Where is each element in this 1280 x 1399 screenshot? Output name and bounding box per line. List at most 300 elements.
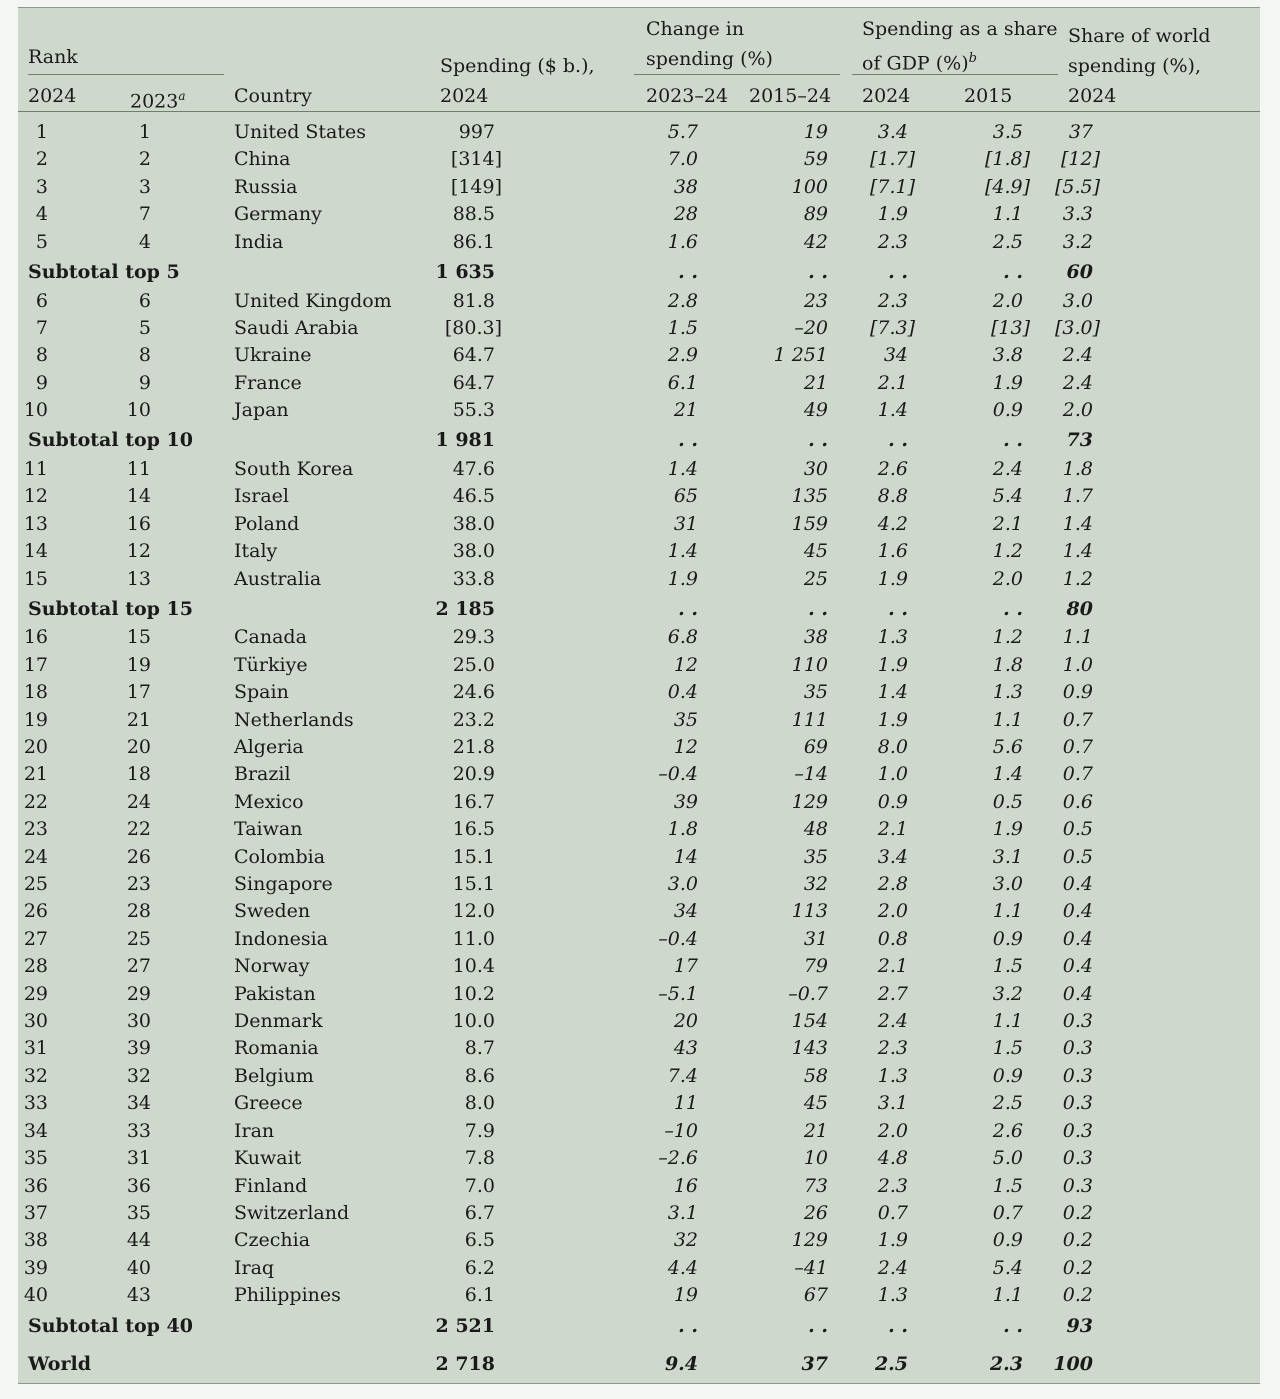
- change-2023-24-cell: . .: [678, 598, 698, 620]
- rank-2023-cell: 43: [126, 1284, 151, 1306]
- world-share-cell: 1.4: [1062, 513, 1093, 535]
- world-share-cell: 73: [1066, 429, 1093, 451]
- header-change-2023-24: 2023–24: [646, 85, 729, 107]
- gdp-share-2015-cell: 2.0: [992, 290, 1023, 312]
- rank-2024-cell: 25: [23, 873, 48, 895]
- header-rank-group: Rank: [28, 46, 78, 68]
- gdp-share-2024-cell: 1.0: [877, 763, 908, 785]
- rank-2024-cell: 29: [23, 983, 48, 1005]
- rank-2024-cell: 34: [23, 1120, 48, 1142]
- rank-2024-cell: 24: [23, 846, 48, 868]
- gdp-share-2015-cell: 0.9: [992, 928, 1023, 950]
- rank-2024-cell: 33: [23, 1092, 48, 1114]
- change-2015-24-cell: 135: [791, 485, 828, 507]
- spending-cell: 64.7: [452, 372, 495, 394]
- world-share-cell: 0.4: [1062, 928, 1093, 950]
- gdp-share-2015-cell: 1.1: [992, 1010, 1023, 1032]
- change-2015-24-cell: 48: [803, 818, 828, 840]
- rank-2023-cell: 40: [126, 1257, 151, 1279]
- gdp-share-2024-cell: 0.8: [877, 928, 908, 950]
- change-2015-24-cell: 69: [803, 736, 828, 758]
- rank-2023-cell: 4: [138, 231, 151, 253]
- rank-2024-cell: 2: [35, 148, 48, 170]
- country-cell: Australia: [234, 568, 322, 590]
- change-2015-24-cell: 35: [803, 681, 828, 703]
- gdp-share-2024-cell: 2.7: [877, 983, 908, 1005]
- change-2015-24-cell: 25: [803, 568, 828, 590]
- spending-cell: 46.5: [452, 485, 495, 507]
- row-label: Subtotal top 15: [28, 598, 193, 620]
- country-cell: Canada: [234, 626, 307, 648]
- world-share-cell: 0.6: [1062, 791, 1093, 813]
- spending-cell: 6.7: [464, 1202, 495, 1224]
- change-2015-24-cell: 1 251: [773, 344, 828, 366]
- change-2015-24-cell: 79: [803, 955, 828, 977]
- gdp-share-2015-cell: 3.1: [992, 846, 1023, 868]
- rank-2024-cell: 37: [23, 1202, 48, 1224]
- change-2015-24-cell: –41: [794, 1257, 828, 1279]
- world-share-cell: 1.8: [1062, 458, 1093, 480]
- country-cell: Finland: [234, 1175, 308, 1197]
- spending-cell: 16.5: [452, 818, 495, 840]
- gdp-share-2024-cell: 2.6: [877, 458, 908, 480]
- rank-2024-cell: 36: [23, 1175, 48, 1197]
- world-share-cell: 1.2: [1062, 568, 1093, 590]
- rank-2024-cell: 9: [35, 372, 48, 394]
- rank-2023-cell: 33: [126, 1120, 151, 1142]
- header-change-2015-24: 2015–24: [749, 85, 832, 107]
- rank-2023-cell: 14: [126, 485, 151, 507]
- rank-2023-cell: 15: [126, 626, 151, 648]
- rank-2024-cell: 39: [23, 1257, 48, 1279]
- country-cell: Philippines: [234, 1284, 341, 1306]
- rank-2024-cell: 26: [23, 900, 48, 922]
- spending-cell: 15.1: [452, 873, 495, 895]
- gdp-share-2024-cell: 2.1: [877, 818, 908, 840]
- spending-cell: 10.4: [452, 955, 495, 977]
- country-cell: Russia: [234, 176, 298, 198]
- country-cell: Czechia: [234, 1229, 311, 1251]
- rank-2023-cell: 26: [126, 846, 151, 868]
- rank-2023-cell: 30: [126, 1010, 151, 1032]
- gdp-share-2024-cell: . .: [888, 598, 908, 620]
- change-2015-24-cell: 113: [791, 900, 828, 922]
- spending-cell: 10.2: [452, 983, 495, 1005]
- change-2023-24-cell: 16: [673, 1175, 698, 1197]
- change-2015-24-cell: 67: [803, 1284, 828, 1306]
- world-share-cell: 0.9: [1062, 681, 1093, 703]
- world-share-cell: 0.4: [1062, 873, 1093, 895]
- change-2023-24-cell: 6.1: [667, 372, 698, 394]
- change-2015-24-cell: 49: [803, 399, 828, 421]
- spending-cell: 20.9: [452, 763, 495, 785]
- rank-2024-cell: 20: [23, 736, 48, 758]
- rank-2024-cell: 18: [23, 681, 48, 703]
- header-change-line1: Change in: [646, 18, 745, 40]
- change-2023-24-cell: 0.4: [667, 681, 698, 703]
- change-2015-24-cell: 10: [803, 1147, 828, 1169]
- rank-2023-cell: 19: [126, 654, 151, 676]
- gdp-share-2015-cell: 1.9: [992, 372, 1023, 394]
- spending-cell: 2 521: [435, 1315, 495, 1337]
- spending-cell: 38.0: [452, 540, 495, 562]
- world-share-cell: 3.3: [1062, 203, 1093, 225]
- country-cell: Algeria: [234, 736, 304, 758]
- world-share-cell: 1.0: [1062, 654, 1093, 676]
- gdp-share-2024-cell: 4.2: [877, 513, 908, 535]
- rank-2024-cell: 27: [23, 928, 48, 950]
- change-2015-24-cell: 143: [791, 1037, 828, 1059]
- row-label: Subtotal top 5: [28, 261, 180, 283]
- rank-2023-cell: 8: [138, 344, 151, 366]
- header-rank-2023: 2023$^a$: [130, 89, 186, 113]
- gdp-share-2015-cell: 1.3: [992, 681, 1023, 703]
- rank-2024-cell: 22: [23, 791, 48, 813]
- rank-2024-cell: 38: [23, 1229, 48, 1251]
- gdp-share-2024-cell: 34: [883, 344, 908, 366]
- change-2023-24-cell: . .: [678, 1315, 698, 1337]
- change-2023-24-cell: 1.8: [667, 818, 698, 840]
- rank-2023-cell: 7: [138, 203, 151, 225]
- change-2023-24-cell: 38: [673, 176, 698, 198]
- rank-2024-cell: 40: [23, 1284, 48, 1306]
- rank-2024-cell: 19: [23, 709, 48, 731]
- change-2023-24-cell: . .: [678, 261, 698, 283]
- gdp-share-2015-cell: 1.5: [992, 955, 1023, 977]
- rank-2023-cell: 10: [126, 399, 151, 421]
- change-2023-24-cell: –2.6: [658, 1147, 698, 1169]
- change-2023-24-cell: 1.9: [667, 568, 698, 590]
- change-2023-24-cell: 7.4: [667, 1065, 698, 1087]
- country-cell: Sweden: [234, 900, 311, 922]
- rank-2023-cell: 17: [126, 681, 151, 703]
- header-gdp-line1: Spending as a share: [862, 18, 1058, 40]
- gdp-share-2024-cell: 1.4: [877, 681, 908, 703]
- world-share-cell: 0.3: [1062, 1092, 1093, 1114]
- rank-2023-cell: 3: [138, 176, 151, 198]
- gdp-share-2015-cell: [4.9]: [984, 176, 1030, 198]
- spending-cell: 55.3: [452, 399, 495, 421]
- world-share-cell: [12]: [1060, 148, 1100, 170]
- rank-2023-cell: 6: [138, 290, 151, 312]
- gdp-share-2015-cell: 1.1: [992, 203, 1023, 225]
- world-share-cell: 0.2: [1062, 1202, 1093, 1224]
- rank-2023-cell: 32: [126, 1065, 151, 1087]
- rank-2023-cell: 35: [126, 1202, 151, 1224]
- change-2023-24-cell: 1.4: [667, 458, 698, 480]
- world-share-cell: 0.7: [1062, 709, 1093, 731]
- rank-2023-cell: 28: [126, 900, 151, 922]
- gdp-share-2024-cell: 8.0: [877, 736, 908, 758]
- gdp-share-2015-cell: 3.8: [992, 344, 1023, 366]
- rank-2024-cell: 1: [35, 121, 48, 143]
- gdp-share-2015-cell: 1.5: [992, 1037, 1023, 1059]
- row-label: World: [28, 1353, 91, 1375]
- world-share-cell: 2.0: [1062, 399, 1093, 421]
- world-share-cell: 0.5: [1062, 846, 1093, 868]
- gdp-share-2015-cell: [13]: [990, 317, 1030, 339]
- gdp-share-2024-cell: 1.3: [877, 1065, 908, 1087]
- gdp-share-2024-cell: 4.8: [877, 1147, 908, 1169]
- change-2023-24-cell: 4.4: [667, 1257, 698, 1279]
- rank-2023-cell: 36: [126, 1175, 151, 1197]
- world-share-cell: 2.4: [1062, 372, 1093, 394]
- change-2023-24-cell: 12: [673, 736, 698, 758]
- gdp-share-2024-cell: 2.0: [877, 1120, 908, 1142]
- gdp-share-2015-cell: 2.4: [992, 458, 1023, 480]
- world-share-cell: 0.4: [1062, 955, 1093, 977]
- rank-2024-cell: 32: [23, 1065, 48, 1087]
- spending-cell: [80.3]: [444, 317, 502, 339]
- change-2023-24-cell: 39: [673, 791, 698, 813]
- header-rank-2024: 2024: [28, 85, 77, 107]
- header-rule: [18, 111, 1260, 112]
- change-2015-24-cell: 45: [803, 540, 828, 562]
- change-2015-24-cell: 23: [803, 290, 828, 312]
- world-share-cell: 0.4: [1062, 900, 1093, 922]
- gdp-share-2015-cell: 1.5: [992, 1175, 1023, 1197]
- country-cell: India: [234, 231, 284, 253]
- change-2023-24-cell: 21: [673, 399, 698, 421]
- gdp-share-2024-cell: 2.3: [877, 231, 908, 253]
- gdp-share-2015-cell: 1.2: [992, 626, 1023, 648]
- gdp-share-2024-cell: 1.9: [877, 654, 908, 676]
- gdp-share-2024-cell: 1.9: [877, 203, 908, 225]
- world-share-cell: 1.7: [1062, 485, 1093, 507]
- world-share-cell: 3.0: [1062, 290, 1093, 312]
- gdp-share-2015-cell: 2.3: [989, 1353, 1023, 1375]
- rank-2023-cell: 44: [126, 1229, 151, 1251]
- gdp-share-2024-cell: . .: [888, 1315, 908, 1337]
- country-cell: Kuwait: [234, 1147, 302, 1169]
- country-cell: Pakistan: [234, 983, 316, 1005]
- rank-2024-cell: 15: [23, 568, 48, 590]
- row-label: Subtotal top 40: [28, 1315, 193, 1337]
- change-2023-24-cell: –0.4: [658, 763, 698, 785]
- world-share-cell: 93: [1066, 1315, 1093, 1337]
- change-2023-24-cell: 1.4: [667, 540, 698, 562]
- change-2023-24-cell: –10: [664, 1120, 698, 1142]
- change-2015-24-cell: 58: [803, 1065, 828, 1087]
- world-share-cell: 0.3: [1062, 1010, 1093, 1032]
- gdp-share-2024-cell: 1.6: [877, 540, 908, 562]
- gdp-share-2015-cell: 2.0: [992, 568, 1023, 590]
- change-2015-24-cell: 26: [803, 1202, 828, 1224]
- rank-2024-cell: 14: [23, 540, 48, 562]
- world-share-cell: 1.4: [1062, 540, 1093, 562]
- gdp-share-2024-cell: 3.4: [877, 846, 908, 868]
- gdp-share-2015-cell: 5.6: [992, 736, 1023, 758]
- change-2023-24-cell: 2.8: [667, 290, 698, 312]
- world-share-cell: 100: [1053, 1353, 1093, 1375]
- spending-cell: 8.6: [464, 1065, 495, 1087]
- gdp-share-2015-cell: . .: [1003, 598, 1023, 620]
- gdp-share-2015-cell: 0.7: [992, 1202, 1023, 1224]
- change-2015-24-cell: 73: [803, 1175, 828, 1197]
- spending-cell: 7.0: [464, 1175, 495, 1197]
- rank-2024-cell: 16: [23, 626, 48, 648]
- spending-cell: 88.5: [452, 203, 495, 225]
- country-cell: Iran: [234, 1120, 275, 1142]
- gdp-share-2015-cell: 1.1: [992, 709, 1023, 731]
- change-2023-24-cell: 43: [673, 1037, 698, 1059]
- gdp-share-2024-cell: 3.1: [877, 1092, 908, 1114]
- spending-cell: 25.0: [452, 654, 495, 676]
- rank-2023-cell: 23: [126, 873, 151, 895]
- country-cell: France: [234, 372, 302, 394]
- change-group-rule: [634, 74, 840, 75]
- country-cell: Israel: [234, 485, 289, 507]
- change-2023-24-cell: 19: [673, 1284, 698, 1306]
- header-world-line1: Share of world: [1068, 25, 1211, 47]
- rank-2024-cell: 5: [35, 231, 48, 253]
- gdp-share-2015-cell: 2.6: [992, 1120, 1023, 1142]
- spending-cell: 8.0: [464, 1092, 495, 1114]
- spending-cell: 997: [458, 121, 495, 143]
- rank-2023-cell: 12: [126, 540, 151, 562]
- gdp-share-2024-cell: 2.3: [877, 290, 908, 312]
- spending-cell: 21.8: [452, 736, 495, 758]
- header-spending-line1: Spending ($ b.),: [440, 55, 595, 77]
- change-2023-24-cell: 6.8: [667, 626, 698, 648]
- spending-cell: 24.6: [452, 681, 495, 703]
- rank-2024-cell: 13: [23, 513, 48, 535]
- spending-cell: 7.9: [464, 1120, 495, 1142]
- rank-2023-cell: 1: [138, 121, 151, 143]
- gdp-share-2024-cell: 8.8: [877, 485, 908, 507]
- world-share-cell: 0.5: [1062, 818, 1093, 840]
- gdp-share-2015-cell: 1.4: [992, 763, 1023, 785]
- rank-2023-cell: 11: [126, 458, 151, 480]
- gdp-share-2024-cell: 0.9: [877, 791, 908, 813]
- rank-2024-cell: 35: [23, 1147, 48, 1169]
- change-2015-24-cell: 38: [803, 626, 828, 648]
- change-2015-24-cell: –14: [794, 763, 828, 785]
- spending-cell: 38.0: [452, 513, 495, 535]
- gdp-share-2024-cell: 2.3: [877, 1175, 908, 1197]
- header-change-line2: spending (%): [646, 48, 773, 70]
- gdp-share-2024-cell: 2.3: [877, 1037, 908, 1059]
- spending-cell: 29.3: [452, 626, 495, 648]
- world-share-cell: 60: [1066, 261, 1093, 283]
- change-2015-24-cell: 19: [803, 121, 828, 143]
- world-share-cell: 0.3: [1062, 1120, 1093, 1142]
- rank-2023-cell: 16: [126, 513, 151, 535]
- world-share-cell: 0.3: [1062, 1147, 1093, 1169]
- country-cell: China: [234, 148, 291, 170]
- change-2023-24-cell: 35: [673, 709, 698, 731]
- change-2023-24-cell: 7.0: [667, 148, 698, 170]
- change-2023-24-cell: . .: [678, 429, 698, 451]
- change-2023-24-cell: 31: [673, 513, 698, 535]
- change-2023-24-cell: 17: [673, 955, 698, 977]
- rank-2024-cell: 7: [35, 317, 48, 339]
- change-2023-24-cell: 1.6: [667, 231, 698, 253]
- gdp-share-2015-cell: 5.0: [992, 1147, 1023, 1169]
- world-share-cell: 0.4: [1062, 983, 1093, 1005]
- rank-2023-cell: 27: [126, 955, 151, 977]
- country-cell: Greece: [234, 1092, 303, 1114]
- country-cell: Spain: [234, 681, 289, 703]
- world-share-cell: 80: [1066, 598, 1093, 620]
- rank-2024-cell: 4: [35, 203, 48, 225]
- world-share-cell: 2.4: [1062, 344, 1093, 366]
- country-cell: Romania: [234, 1037, 319, 1059]
- gdp-share-2015-cell: 2.5: [992, 1092, 1023, 1114]
- country-cell: Norway: [234, 955, 310, 977]
- change-2023-24-cell: 2.9: [667, 344, 698, 366]
- world-share-cell: 0.2: [1062, 1229, 1093, 1251]
- header-gdp-2024: 2024: [862, 85, 911, 107]
- rank-2024-cell: 3: [35, 176, 48, 198]
- spending-cell: 16.7: [452, 791, 495, 813]
- spending-cell: 86.1: [452, 231, 495, 253]
- gdp-share-2015-cell: 0.9: [992, 399, 1023, 421]
- change-2023-24-cell: –5.1: [658, 983, 698, 1005]
- rank-group-rule: [28, 74, 224, 75]
- rank-2024-cell: 10: [23, 399, 48, 421]
- spending-cell: 47.6: [452, 458, 495, 480]
- world-share-cell: [3.0]: [1054, 317, 1100, 339]
- gdp-group-rule: [852, 74, 1058, 75]
- gdp-share-2015-cell: . .: [1003, 429, 1023, 451]
- row-label: Subtotal top 10: [28, 429, 193, 451]
- change-2015-24-cell: 21: [803, 372, 828, 394]
- change-2023-24-cell: 28: [673, 203, 698, 225]
- country-cell: Japan: [234, 399, 289, 421]
- gdp-share-2024-cell: 2.4: [877, 1010, 908, 1032]
- rank-2023-cell: 22: [126, 818, 151, 840]
- gdp-share-2015-cell: 2.5: [992, 231, 1023, 253]
- world-share-cell: 0.3: [1062, 1175, 1093, 1197]
- gdp-share-2024-cell: 2.1: [877, 372, 908, 394]
- change-2015-24-cell: 111: [791, 709, 828, 731]
- change-2023-24-cell: 5.7: [667, 121, 698, 143]
- change-2015-24-cell: –20: [794, 317, 828, 339]
- rank-2024-cell: 17: [23, 654, 48, 676]
- gdp-share-2015-cell: 2.1: [992, 513, 1023, 535]
- military-spending-table: [18, 7, 1260, 1384]
- gdp-share-2024-cell: [7.1]: [869, 176, 915, 198]
- rank-2024-cell: 30: [23, 1010, 48, 1032]
- change-2015-24-cell: . .: [808, 429, 828, 451]
- spending-cell: 2 718: [435, 1353, 495, 1375]
- country-cell: United States: [234, 121, 367, 143]
- country-cell: United Kingdom: [234, 290, 392, 312]
- world-share-cell: 3.2: [1062, 231, 1093, 253]
- country-cell: Taiwan: [234, 818, 303, 840]
- spending-cell: 7.8: [464, 1147, 495, 1169]
- gdp-share-2015-cell: 5.4: [992, 1257, 1023, 1279]
- world-share-cell: 0.3: [1062, 1037, 1093, 1059]
- country-cell: Brazil: [234, 763, 291, 785]
- change-2023-24-cell: 11: [673, 1092, 698, 1114]
- gdp-share-2024-cell: 1.9: [877, 1229, 908, 1251]
- rank-2024-cell: 8: [35, 344, 48, 366]
- country-cell: Singapore: [234, 873, 333, 895]
- change-2015-24-cell: –0.7: [788, 983, 828, 1005]
- country-cell: Denmark: [234, 1010, 323, 1032]
- spending-cell: 23.2: [452, 709, 495, 731]
- change-2023-24-cell: 9.4: [664, 1353, 698, 1375]
- spending-cell: 6.5: [464, 1229, 495, 1251]
- change-2015-24-cell: 37: [801, 1353, 828, 1375]
- rank-2023-cell: 13: [126, 568, 151, 590]
- gdp-share-2024-cell: [7.3]: [869, 317, 915, 339]
- change-2015-24-cell: 31: [803, 928, 828, 950]
- spending-cell: 15.1: [452, 846, 495, 868]
- spending-cell: 33.8: [452, 568, 495, 590]
